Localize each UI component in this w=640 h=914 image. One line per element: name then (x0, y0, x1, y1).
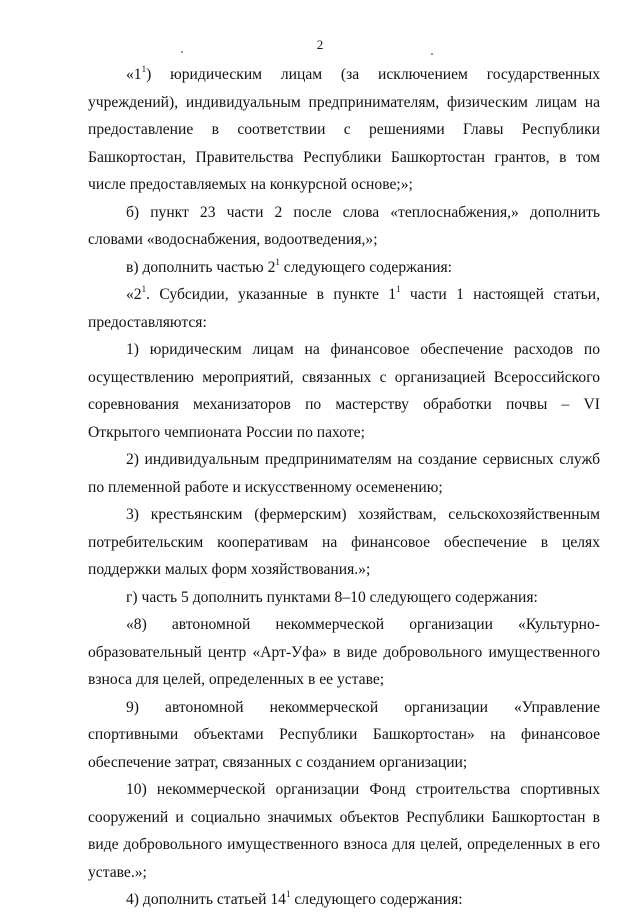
paragraph (88, 584, 600, 612)
paragraph-text: части 1 настоящей статьи, предоставляются: (88, 286, 600, 331)
paragraph-text: «1 (126, 66, 142, 83)
paragraph (88, 281, 600, 336)
superscript: 1 (275, 256, 280, 267)
paragraph (88, 199, 600, 254)
paragraph-text: 3) крестьянским (фермерским) хозяйствам, сельскохозяйственным потребительским кооперативам на финансовое обеспечение в целях поддержки малых форм хозяйствования.»; (88, 506, 600, 578)
superscript: 1 (141, 284, 147, 294)
paragraph-text: 1) юридическим лицам на финансовое обеспечение расходов по осуществлению мероприятий, связанных с организацией Всероссийского соревнования механизаторов по мастерству обработки почвы – VI Открытого чемпионата России по пахоте; (88, 341, 600, 441)
paragraph-text: . Субсидии, указанные в пункте 1 (146, 286, 397, 303)
paragraph (88, 336, 600, 446)
scan-speck (431, 53, 433, 55)
paragraph-text: б) пункт 23 части 2 после слова «теплоснабжения,» дополнить словами «водоснабжения, водоотведения,»; (88, 203, 600, 248)
page-number: 2 (316, 37, 324, 52)
superscript: 1 (285, 889, 291, 899)
paragraph (88, 694, 600, 777)
paragraph (88, 254, 600, 282)
paragraph-text: «2 (126, 286, 142, 303)
paragraph-text: 9) автономной некоммерческой организации «Управление спортивными объектами Республики Башкортостан» на финансовое обеспечение затрат, связанных с созданием организации; (88, 698, 600, 771)
paragraph-text: следующего содержания: (279, 258, 453, 276)
paragraph-text: 4) дополнить статьей 14 (126, 891, 286, 908)
paragraph (88, 776, 600, 886)
paragraph-text: ) юридическим лицам (за исключением государственных учреждений), индивидуальным предпринимателям, физическим лицам на предоставление в соответствии с решениями Главы Республики Башкортостан, Правительства Республики Башкортостан грантов, в том числе предоставляемых на конкурсной основе;»; (88, 66, 600, 193)
paragraph (88, 446, 600, 501)
document-body (88, 61, 600, 914)
paragraph-text: 10) некоммерческой организации Фонд строительства спортивных сооружений и социально значимых объектов Республики Башкортостан в виде добровольного имущественного взноса для целей, определенных в его уставе.»; (88, 781, 600, 881)
paragraph (88, 501, 600, 584)
paragraph (88, 61, 600, 199)
paragraph-text: в) дополнить частью 2 (126, 258, 276, 276)
superscript: 1 (141, 64, 147, 74)
superscript: 1 (396, 284, 401, 294)
paragraph-text: 2) индивидуальным предпринимателям на создание сервисных служб по племенной работе и искусственному осеменению; (88, 451, 600, 496)
paragraph-text: «8) автономной некоммерческой организации «Культурно-образовательный центр «Арт-Уфа» в виде добровольного имущественного взноса для целей, определенных в ее уставе; (88, 616, 600, 688)
paragraph-text: следующего содержания: (290, 891, 463, 908)
paragraph (88, 611, 600, 694)
paragraph-text: г) часть 5 дополнить пунктами 8–10 следующего содержания: (126, 588, 538, 606)
paragraph (88, 886, 600, 914)
